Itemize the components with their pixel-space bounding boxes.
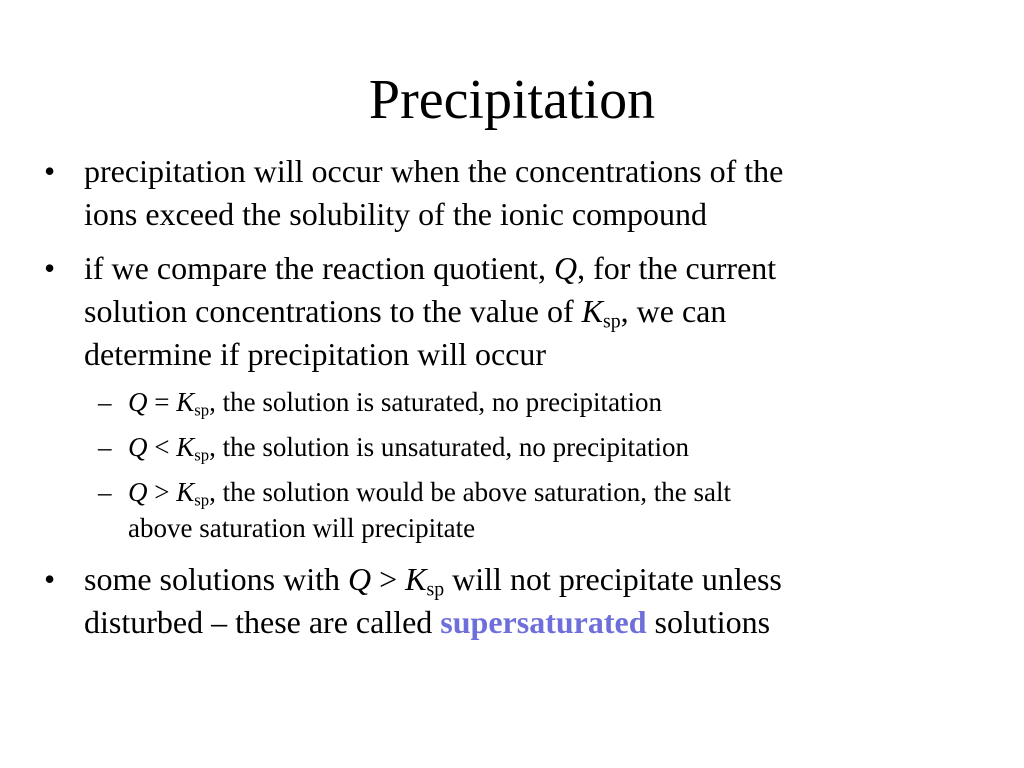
bullet-3-text: some solutions with (84, 561, 349, 597)
sub-bullet-3-line-1 (128, 474, 988, 510)
bullet-2-text: if we compare the reaction quotient, (84, 250, 555, 286)
k-symbol: K (405, 561, 427, 597)
operator: < (147, 432, 177, 462)
sp-subscript: sp (194, 445, 210, 465)
bullet-3-text: disturbed – these are called (84, 604, 441, 640)
k-symbol: K (176, 477, 195, 507)
bullet-2-line-2 (84, 290, 984, 333)
bullet-3-line-2 (84, 601, 984, 644)
bullet-item-1 (44, 150, 984, 236)
bullet-2-text: , we can (620, 293, 727, 329)
sub-bullet-text: , the solution is saturated, no precipitation (209, 387, 663, 417)
k-symbol: K (581, 293, 603, 329)
q-symbol: Q (348, 561, 372, 597)
bullet-icon: • (44, 250, 56, 286)
bullet-3-text: solutions (646, 604, 771, 640)
dash-icon: – (98, 477, 112, 507)
operator: > (147, 477, 177, 507)
sp-subscript: sp (194, 400, 210, 420)
bullet-3-line-1 (84, 558, 984, 601)
bullet-2-line-1 (84, 247, 984, 290)
bullet-3-text: will not precipitate unless (444, 561, 782, 597)
sub-bullet-1 (98, 384, 988, 420)
k-symbol: K (176, 432, 195, 462)
sub-bullet-1-line (128, 384, 988, 420)
sp-subscript: sp (603, 310, 621, 333)
dash-icon: – (98, 387, 112, 417)
operator: = (147, 387, 177, 417)
sub-bullet-text: , the solution is unsaturated, no precipitation (209, 432, 690, 462)
supersaturated-term: supersaturated (440, 604, 647, 640)
q-symbol: Q (128, 432, 148, 462)
q-symbol: Q (554, 250, 578, 286)
bullet-item-2 (44, 247, 984, 376)
bullet-icon: • (44, 561, 56, 597)
bullet-1-line-1: precipitation will occur when the concentrations of the (84, 153, 784, 189)
bullet-2-line-3: determine if precipitation will occur (84, 336, 547, 372)
bullet-item-3 (44, 558, 984, 644)
q-symbol: Q (128, 387, 148, 417)
k-symbol: K (176, 387, 195, 417)
sub-bullet-text: , the solution would be above saturation, the salt (209, 477, 732, 507)
sp-subscript: sp (194, 490, 210, 510)
bullet-2-text: solution concentrations to the value of (84, 293, 582, 329)
q-symbol: Q (128, 477, 148, 507)
sub-bullet-3-line-2: above saturation will precipitate (128, 513, 476, 543)
slide-title: Precipitation (368, 69, 656, 131)
bullet-2-text: , for the current (577, 250, 777, 286)
sub-bullet-2 (98, 429, 988, 465)
sub-bullet-3 (98, 474, 988, 546)
sub-bullet-2-line (128, 429, 988, 465)
bullet-1-line-2: ions exceed the solubility of the ionic compound (84, 196, 707, 232)
bullet-icon: • (44, 153, 56, 189)
sp-subscript: sp (426, 578, 445, 601)
operator: > (371, 561, 406, 597)
dash-icon: – (98, 432, 112, 462)
